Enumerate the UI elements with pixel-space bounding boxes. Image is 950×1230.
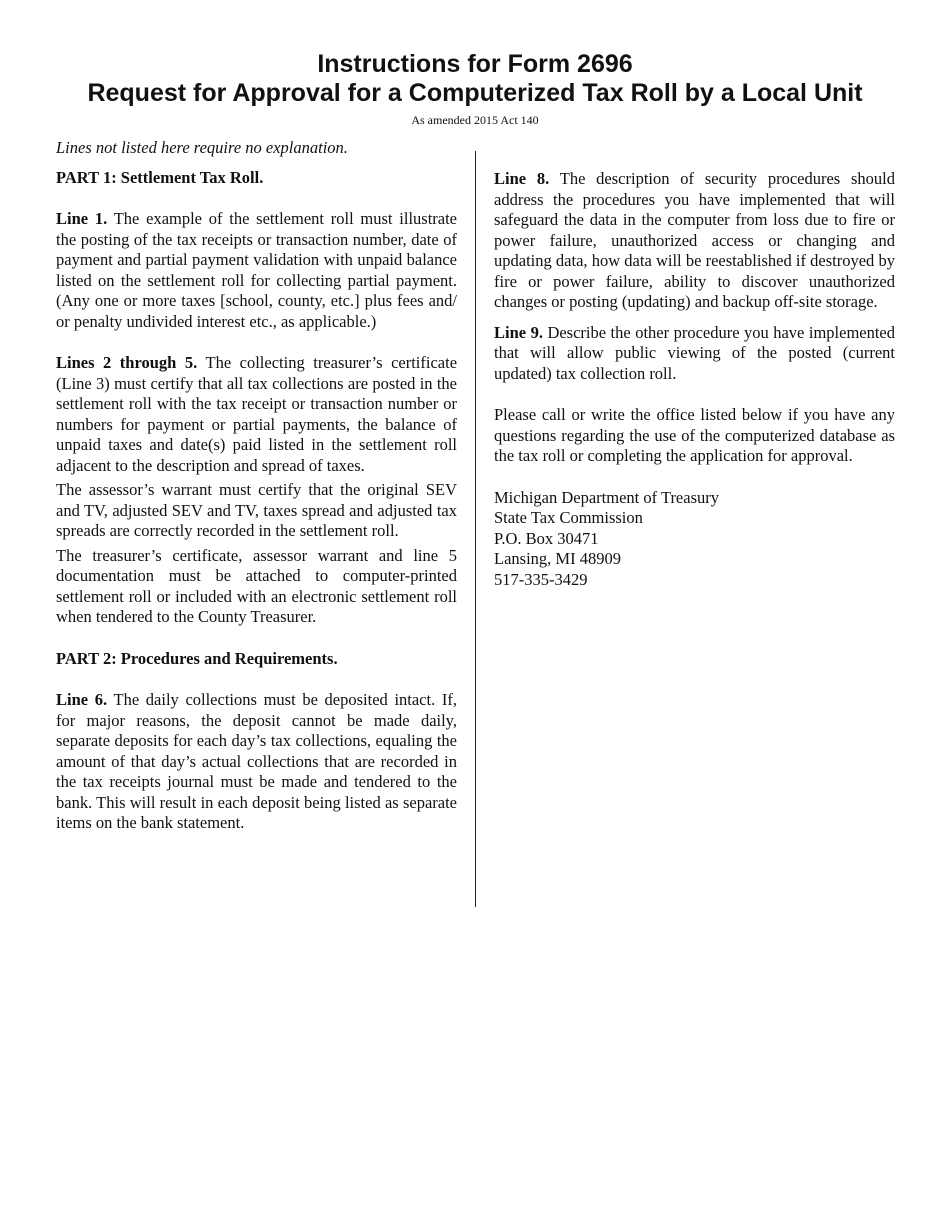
contact-paragraph: Please call or write the office listed below if you have any questions regarding the use of the computerized database as the tax roll or completing the application for approval. xyxy=(494,405,895,465)
address-org: Michigan Department of Treasury xyxy=(494,487,719,507)
address-city: Lansing, MI 48909 xyxy=(494,549,621,568)
line9-text: Describe the other procedure you have implemented that will allow public viewing of the posted (current updated) tax collection roll. xyxy=(494,322,896,383)
lines2-5-paragraph xyxy=(56,353,457,476)
right-column xyxy=(494,169,895,590)
office-address xyxy=(494,488,895,591)
address-po-box: P.O. Box 30471 xyxy=(494,528,599,548)
line9-label: Line 9. xyxy=(494,322,543,342)
line6-paragraph xyxy=(56,690,457,834)
form-subtitle-title: Request for Approval for a Computerized Tax Roll by a Local Unit xyxy=(87,79,863,107)
unlisted-lines-note: Lines not listed here require no explanation. xyxy=(56,138,348,157)
address-division: State Tax Commission xyxy=(494,508,643,527)
document-header xyxy=(0,50,950,128)
amendment-note: As amended 2015 Act 140 xyxy=(411,113,539,127)
assessor-warrant-paragraph: The assessor’s warrant must certify that the original SEV and TV, adjusted SEV and TV, taxes spread and adjusted tax spreads are correctly recorded in the settlement roll. xyxy=(56,480,457,540)
line1-text: The example of the settlement roll must illustrate the posting of the tax receipts or transaction number, date of payment and partial payment validation with unpaid balance listed on the settlement roll for collecting partial payment. (Any one or more taxes [school, county, etc.] plus fees and/ or penalty undivided interest etc., as applicable.) xyxy=(56,209,458,331)
left-column xyxy=(56,138,457,834)
line8-paragraph xyxy=(494,169,895,313)
line8-text: The description of security procedures should address the procedures you have implemented that will safeguard the data in the computer from loss due to fire or power failure, unauthorized access or changing and updating data, how data will be reestablished if destroyed by fire or power failure, ability to discover unauthorized changes or posting (updating) and backup off-site storage. xyxy=(494,169,895,311)
part2-heading: PART 2: Procedures and Requirements. xyxy=(56,648,338,668)
line6-label: Line 6. xyxy=(56,690,108,709)
line1-paragraph xyxy=(56,209,457,332)
address-phone: 517-335-3429 xyxy=(494,569,588,589)
column-divider xyxy=(475,151,476,907)
form-title: Instructions for Form 2696 xyxy=(317,50,633,78)
lines2-5-text: The collecting treasurer’s certificate (Line 3) must certify that all tax collections are posted in the settlement roll with the tax receipt or transaction number or numbers for payment or partial payments, the balance of unpaid taxes and date(s) paid listed in the settlement roll adjacent to the description and spread of taxes. xyxy=(56,353,458,475)
line1-label: Line 1. xyxy=(56,209,108,228)
lines2-5-label: Lines 2 through 5. xyxy=(56,353,198,372)
line9-paragraph xyxy=(494,323,895,385)
line8-label: Line 8. xyxy=(494,169,550,188)
line6-text: The daily collections must be deposited intact. If, for major reasons, the deposit cannot be made daily, separate deposits for each day’s tax collections, equaling the amount of that day’s actual collections that are recorded in the tax receipts journal must be made and tendered to the bank. This will result in each deposit being listed as separate items on the bank statement. xyxy=(56,690,457,832)
part1-heading: PART 1: Settlement Tax Roll. xyxy=(56,167,264,187)
treasurer-certificate-paragraph: The treasurer’s certificate, assessor warrant and line 5 documentation must be attached to computer-printed settlement roll or included with an electronic settlement roll when tendered to the County Treasurer. xyxy=(56,545,457,626)
